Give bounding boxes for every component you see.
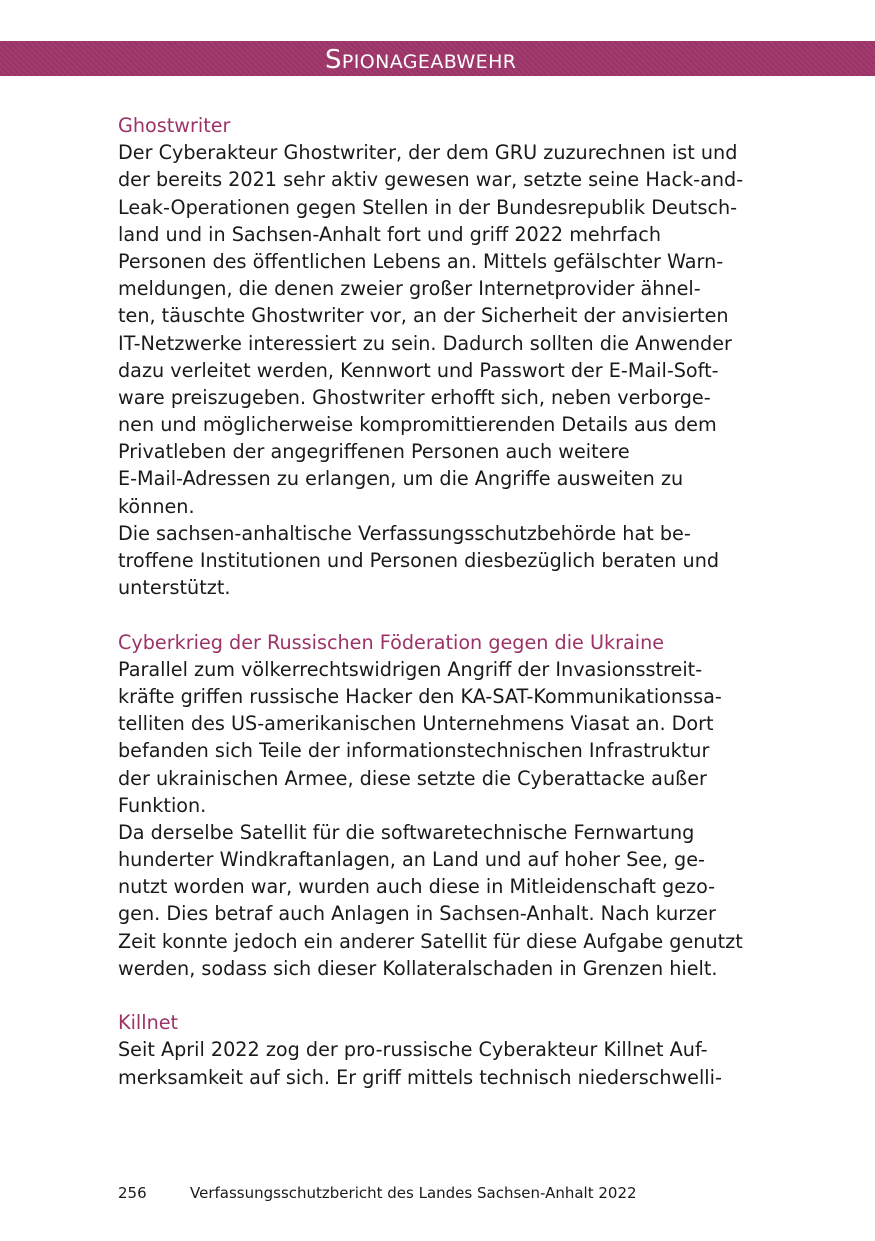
page-footer [118, 1182, 637, 1204]
paragraph-line: merksamkeit auf sich. Er griff mittels technisch niederschwelli- [118, 1065, 722, 1089]
paragraph-line: befanden sich Teile der informationstechnischen Infrastruktur [118, 739, 710, 763]
paragraph-line: der ukrainischen Armee, diese setzte die Cyberattacke außer [118, 766, 707, 790]
section-heading-ghostwriter: Ghostwriter [118, 114, 231, 137]
section-heading-cyberkrieg: Cyberkrieg der Russischen Föderation gegen die Ukraine [118, 630, 665, 654]
paragraph-line: Der Cyberakteur Ghostwriter, der dem GRU zuzurechnen ist und [118, 141, 738, 165]
section-heading-killnet: Killnet [118, 1011, 179, 1035]
paragraph-line: meldungen, die denen zweier großer Internetprovider ähnel- [118, 277, 701, 301]
page-body [118, 112, 768, 1091]
paragraph-line: Zeit konnte jedoch ein anderer Satellit für diese Aufgabe genutzt [118, 929, 743, 953]
paragraph-line: IT-Netzwerke interessiert zu sein. Dadurch sollten die Anwender [118, 331, 732, 355]
paragraph-line: kräfte griffen russische Hacker den KA-SAT-Kommunikationssa- [118, 684, 722, 708]
paragraph-line: ten, täuschte Ghostwriter vor, an der Sicherheit der anvisierten [118, 304, 729, 328]
paragraph-line: Da derselbe Satellit für die softwaretechnische Fernwartung [118, 820, 695, 844]
paragraph-line: land und in Sachsen-Anhalt fort und griff 2022 mehrfach [118, 222, 662, 246]
paragraph-line: gen. Dies betraf auch Anlagen in Sachsen-Anhalt. Nach kurzer [118, 902, 716, 926]
paragraph-line: Die sachsen-anhaltische Verfassungsschutzbehörde hat be- [118, 521, 691, 545]
paragraph-line: Leak-Operationen gegen Stellen in der Bundesrepublik Deutsch- [118, 195, 738, 219]
paragraph-line: Privatleben der angegriffenen Personen auch weitere [118, 440, 630, 464]
paragraph-line: unterstützt. [118, 576, 231, 600]
page-number: 256 [118, 1184, 147, 1202]
section-title-rest: PIONAGEABWEHR [341, 51, 517, 73]
paragraph-line: der bereits 2021 sehr aktiv gewesen war, setzte seine Hack-and- [118, 168, 744, 192]
paragraph-line: können. [118, 494, 195, 518]
paragraph-line: hunderter Windkraftanlagen, an Land und auf hoher See, ge- [118, 848, 705, 872]
section-title-initial: S [325, 45, 342, 75]
section-spacer [118, 601, 768, 628]
paragraph-line: telliten des US-amerikanischen Unternehmens Viasat an. Dort [118, 712, 714, 736]
paragraph-line: nen und möglicherweise kompromittierenden Details aus dem [118, 413, 717, 437]
paragraph-line: nutzt worden war, wurden auch diese in Mitleidenschaft gezo- [118, 875, 716, 899]
paragraph-line: Parallel zum völkerrechtswidrigen Angriff der Invasionsstreit- [118, 657, 703, 681]
paragraph-line: E-Mail-Adressen zu erlangen, um die Angriffe ausweiten zu [118, 467, 684, 491]
paragraph-line: ware preiszugeben. Ghostwriter erhofft sich, neben verborge- [118, 385, 711, 409]
paragraph-line: Seit April 2022 zog der pro-russische Cyberakteur Killnet Auf- [118, 1038, 708, 1062]
section-spacer [118, 982, 768, 1009]
paragraph-line: Funktion. [118, 793, 207, 817]
section-title [325, 45, 516, 77]
section-header-bar [0, 41, 875, 76]
paragraph-line: troffene Institutionen und Personen diesbezüglich beraten und [118, 549, 720, 572]
publication-title: Verfassungsschutzbericht des Landes Sachsen-Anhalt 2022 [190, 1184, 637, 1202]
paragraph-line: dazu verleitet werden, Kennwort und Passwort der E-Mail-Soft- [118, 358, 719, 382]
paragraph-line: werden, sodass sich dieser Kollateralschaden in Grenzen hielt. [118, 956, 718, 980]
paragraph-line: Personen des öffentlichen Lebens an. Mittels gefälschter Warn- [118, 249, 724, 273]
